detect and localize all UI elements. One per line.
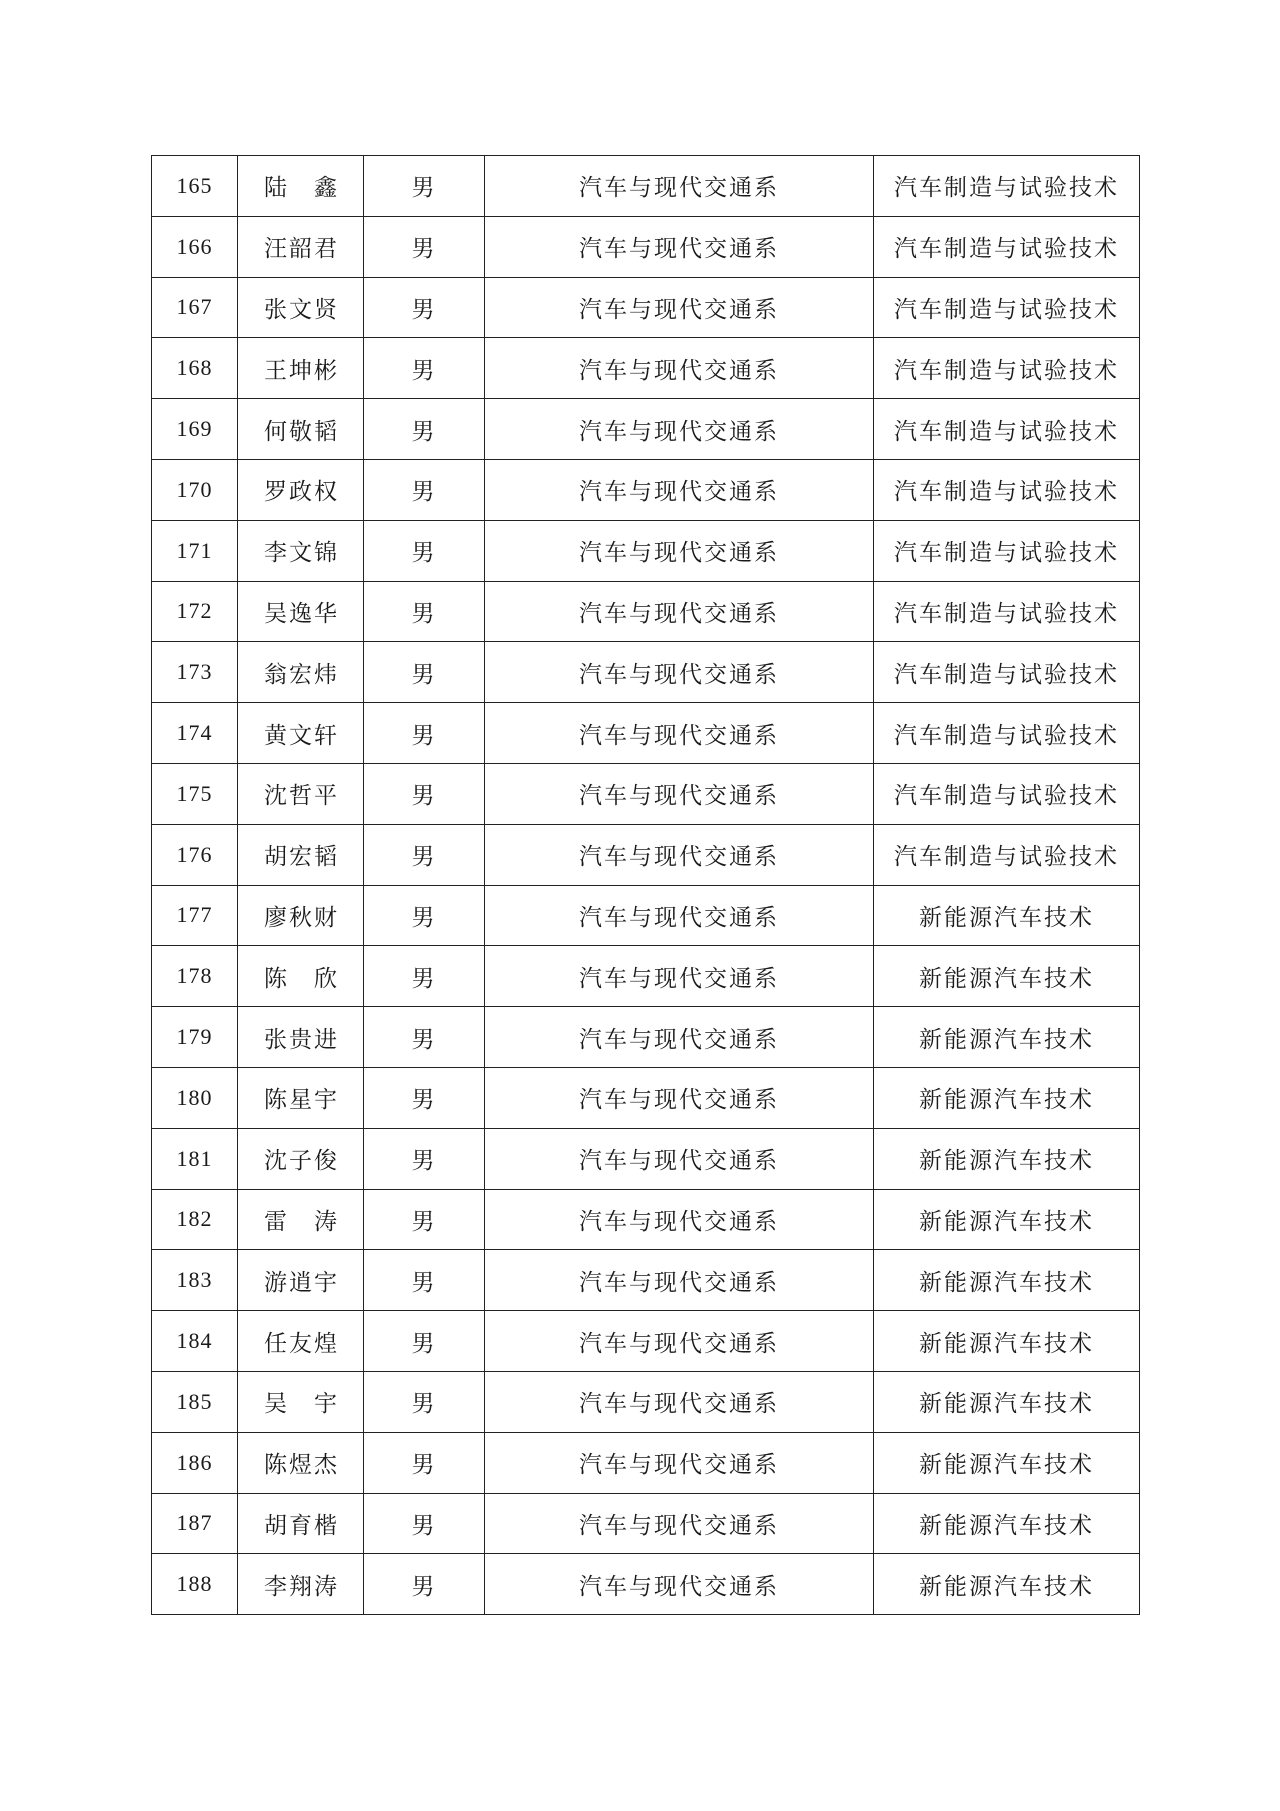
gender-text: 男 (411, 600, 437, 627)
student-name-cell (238, 520, 364, 581)
major-cell (874, 1311, 1140, 1372)
table-row (152, 763, 1140, 824)
table-row (152, 642, 1140, 703)
student-name-text: 何敬韬 (264, 418, 339, 445)
department-text: 汽车与现代交通系 (579, 479, 779, 506)
department-text: 汽车与现代交通系 (579, 296, 779, 323)
major-text: 汽车制造与试验技术 (894, 175, 1119, 202)
gender-cell (364, 1554, 485, 1615)
student-name-text: 游逍宇 (264, 1269, 339, 1296)
table-row (152, 156, 1140, 217)
major-text: 新能源汽车技术 (919, 965, 1094, 992)
department-text: 汽车与现代交通系 (579, 1026, 779, 1053)
gender-text: 男 (411, 661, 437, 688)
table-row (152, 338, 1140, 399)
gender-text: 男 (411, 1087, 437, 1114)
department-text: 汽车与现代交通系 (579, 1452, 779, 1479)
major-cell (874, 581, 1140, 642)
major-cell (874, 459, 1140, 520)
student-name-cell (238, 459, 364, 520)
student-name-text: 胡宏韬 (264, 844, 339, 871)
row-number-cell (152, 520, 238, 581)
row-number-text: 173 (176, 659, 213, 685)
gender-text: 男 (411, 1573, 437, 1600)
table-row (152, 1189, 1140, 1250)
department-cell (485, 824, 874, 885)
department-cell (485, 277, 874, 338)
student-name-cell (238, 885, 364, 946)
department-cell (485, 1371, 874, 1432)
gender-cell (364, 459, 485, 520)
student-name-cell (238, 1067, 364, 1128)
department-cell (485, 642, 874, 703)
gender-text: 男 (411, 1208, 437, 1235)
gender-cell (364, 824, 485, 885)
student-name-text: 汪韶君 (264, 236, 339, 263)
student-name-text: 张文贤 (264, 296, 339, 323)
table-row (152, 1493, 1140, 1554)
student-name-text: 翁宏炜 (264, 661, 339, 688)
row-number-cell (152, 703, 238, 764)
row-number-text: 186 (176, 1449, 213, 1475)
major-cell (874, 1554, 1140, 1615)
table-row (152, 885, 1140, 946)
row-number-cell (152, 216, 238, 277)
student-name-cell (238, 338, 364, 399)
row-number-text: 171 (176, 537, 213, 563)
department-text: 汽车与现代交通系 (579, 357, 779, 384)
major-text: 新能源汽车技术 (919, 1452, 1094, 1479)
row-number-text: 175 (176, 780, 213, 806)
student-name-text: 沈哲平 (264, 783, 339, 810)
major-text: 新能源汽车技术 (919, 1391, 1094, 1418)
student-name-cell (238, 399, 364, 460)
gender-cell (364, 703, 485, 764)
gender-text: 男 (411, 722, 437, 749)
department-text: 汽车与现代交通系 (579, 722, 779, 749)
gender-text: 男 (411, 965, 437, 992)
gender-text: 男 (411, 783, 437, 810)
row-number-cell (152, 1250, 238, 1311)
major-cell (874, 824, 1140, 885)
department-text: 汽车与现代交通系 (579, 661, 779, 688)
department-text: 汽车与现代交通系 (579, 965, 779, 992)
major-cell (874, 156, 1140, 217)
department-text: 汽车与现代交通系 (579, 236, 779, 263)
major-text: 新能源汽车技术 (919, 1269, 1094, 1296)
row-number-text: 184 (176, 1328, 213, 1354)
row-number-text: 170 (176, 476, 213, 502)
student-name-cell (238, 216, 364, 277)
student-name-text: 罗政权 (264, 479, 339, 506)
gender-text: 男 (411, 296, 437, 323)
major-text: 汽车制造与试验技术 (894, 661, 1119, 688)
major-text: 新能源汽车技术 (919, 1512, 1094, 1539)
gender-cell (364, 1189, 485, 1250)
student-name-cell (238, 1493, 364, 1554)
roster-body (152, 156, 1140, 1615)
gender-text: 男 (411, 844, 437, 871)
table-row (152, 581, 1140, 642)
major-text: 汽车制造与试验技术 (894, 296, 1119, 323)
department-text: 汽车与现代交通系 (579, 1512, 779, 1539)
major-cell (874, 520, 1140, 581)
major-text: 新能源汽车技术 (919, 1026, 1094, 1053)
student-name-cell (238, 1007, 364, 1068)
department-text: 汽车与现代交通系 (579, 1330, 779, 1357)
row-number-cell (152, 946, 238, 1007)
department-cell (485, 885, 874, 946)
major-cell (874, 1128, 1140, 1189)
row-number-text: 182 (176, 1206, 213, 1232)
department-text: 汽车与现代交通系 (579, 1573, 779, 1600)
student-name-text: 吴逸华 (264, 600, 339, 627)
major-cell (874, 763, 1140, 824)
gender-text: 男 (411, 1148, 437, 1175)
gender-cell (364, 1067, 485, 1128)
gender-text: 男 (411, 540, 437, 567)
gender-cell (364, 1493, 485, 1554)
department-cell (485, 1250, 874, 1311)
row-number-cell (152, 763, 238, 824)
gender-text: 男 (411, 418, 437, 445)
department-text: 汽车与现代交通系 (579, 540, 779, 567)
row-number-cell (152, 1432, 238, 1493)
student-name-cell (238, 1250, 364, 1311)
department-text: 汽车与现代交通系 (579, 1148, 779, 1175)
row-number-text: 166 (176, 233, 213, 259)
major-cell (874, 216, 1140, 277)
row-number-cell (152, 156, 238, 217)
major-cell (874, 885, 1140, 946)
student-name-cell (238, 1128, 364, 1189)
major-text: 新能源汽车技术 (919, 1087, 1094, 1114)
row-number-cell (152, 1007, 238, 1068)
row-number-cell (152, 1311, 238, 1372)
row-number-text: 176 (176, 841, 213, 867)
row-number-text: 188 (176, 1571, 213, 1597)
student-name-cell (238, 156, 364, 217)
row-number-cell (152, 459, 238, 520)
major-cell (874, 642, 1140, 703)
major-cell (874, 1007, 1140, 1068)
student-name-text: 张贵进 (264, 1026, 339, 1053)
student-name-cell (238, 1371, 364, 1432)
table-row (152, 459, 1140, 520)
department-cell (485, 763, 874, 824)
department-cell (485, 156, 874, 217)
major-text: 新能源汽车技术 (919, 1208, 1094, 1235)
major-cell (874, 703, 1140, 764)
gender-text: 男 (411, 357, 437, 384)
department-cell (485, 459, 874, 520)
gender-text: 男 (411, 1330, 437, 1357)
gender-text: 男 (411, 1269, 437, 1296)
major-text: 新能源汽车技术 (919, 904, 1094, 931)
row-number-cell (152, 338, 238, 399)
department-text: 汽车与现代交通系 (579, 1391, 779, 1418)
row-number-cell (152, 1067, 238, 1128)
gender-cell (364, 581, 485, 642)
student-name-text: 李文锦 (264, 540, 339, 567)
major-text: 汽车制造与试验技术 (894, 844, 1119, 871)
gender-cell (364, 1371, 485, 1432)
student-name-text: 李翔涛 (264, 1573, 339, 1600)
gender-text: 男 (411, 1452, 437, 1479)
major-text: 汽车制造与试验技术 (894, 540, 1119, 567)
gender-cell (364, 1311, 485, 1372)
department-cell (485, 946, 874, 1007)
row-number-cell (152, 642, 238, 703)
gender-cell (364, 946, 485, 1007)
department-cell (485, 1007, 874, 1068)
gender-text: 男 (411, 904, 437, 931)
major-cell (874, 1250, 1140, 1311)
gender-cell (364, 520, 485, 581)
department-cell (485, 216, 874, 277)
row-number-cell (152, 1128, 238, 1189)
department-cell (485, 1311, 874, 1372)
row-number-cell (152, 277, 238, 338)
gender-cell (364, 277, 485, 338)
department-cell (485, 1432, 874, 1493)
student-name-text: 陈 欣 (264, 965, 339, 992)
student-name-cell (238, 581, 364, 642)
row-number-cell (152, 885, 238, 946)
student-name-text: 雷 涛 (264, 1208, 339, 1235)
table-row (152, 1432, 1140, 1493)
gender-text: 男 (411, 236, 437, 263)
student-name-text: 王坤彬 (264, 357, 339, 384)
table-row (152, 1250, 1140, 1311)
table-row (152, 946, 1140, 1007)
student-name-cell (238, 1432, 364, 1493)
row-number-text: 180 (176, 1084, 213, 1110)
table-row (152, 1067, 1140, 1128)
student-name-cell (238, 642, 364, 703)
student-name-cell (238, 703, 364, 764)
major-text: 汽车制造与试验技术 (894, 357, 1119, 384)
major-text: 新能源汽车技术 (919, 1573, 1094, 1600)
row-number-text: 172 (176, 598, 213, 624)
department-text: 汽车与现代交通系 (579, 600, 779, 627)
row-number-cell (152, 399, 238, 460)
gender-cell (364, 1128, 485, 1189)
major-cell (874, 399, 1140, 460)
student-name-cell (238, 1554, 364, 1615)
department-cell (485, 338, 874, 399)
gender-cell (364, 216, 485, 277)
gender-text: 男 (411, 1391, 437, 1418)
student-name-cell (238, 1311, 364, 1372)
department-cell (485, 703, 874, 764)
major-cell (874, 277, 1140, 338)
major-text: 汽车制造与试验技术 (894, 783, 1119, 810)
gender-cell (364, 399, 485, 460)
gender-cell (364, 1432, 485, 1493)
table-row (152, 1007, 1140, 1068)
table-row (152, 277, 1140, 338)
student-name-cell (238, 1189, 364, 1250)
row-number-cell (152, 581, 238, 642)
row-number-text: 177 (176, 902, 213, 928)
gender-text: 男 (411, 1026, 437, 1053)
department-text: 汽车与现代交通系 (579, 418, 779, 445)
row-number-text: 174 (176, 720, 213, 746)
table-row (152, 216, 1140, 277)
student-name-text: 陈星宇 (264, 1087, 339, 1114)
department-text: 汽车与现代交通系 (579, 783, 779, 810)
department-cell (485, 399, 874, 460)
row-number-text: 181 (176, 1145, 213, 1171)
department-cell (485, 1493, 874, 1554)
table-row (152, 1554, 1140, 1615)
department-text: 汽车与现代交通系 (579, 1208, 779, 1235)
major-text: 新能源汽车技术 (919, 1330, 1094, 1357)
row-number-text: 169 (176, 416, 213, 442)
student-name-cell (238, 763, 364, 824)
gender-cell (364, 885, 485, 946)
department-text: 汽车与现代交通系 (579, 904, 779, 931)
student-name-text: 陆 鑫 (264, 175, 339, 202)
major-text: 汽车制造与试验技术 (894, 600, 1119, 627)
department-cell (485, 1067, 874, 1128)
department-cell (485, 520, 874, 581)
department-cell (485, 1128, 874, 1189)
student-name-text: 黄文轩 (264, 722, 339, 749)
row-number-text: 167 (176, 294, 213, 320)
gender-text: 男 (411, 479, 437, 506)
student-name-cell (238, 946, 364, 1007)
table-row (152, 399, 1140, 460)
row-number-text: 165 (176, 172, 213, 198)
gender-cell (364, 763, 485, 824)
row-number-text: 183 (176, 1267, 213, 1293)
gender-cell (364, 1250, 485, 1311)
row-number-text: 168 (176, 355, 213, 381)
row-number-cell (152, 1493, 238, 1554)
table-row (152, 1128, 1140, 1189)
row-number-cell (152, 1371, 238, 1432)
major-cell (874, 946, 1140, 1007)
row-number-text: 178 (176, 963, 213, 989)
row-number-text: 187 (176, 1510, 213, 1536)
department-text: 汽车与现代交通系 (579, 844, 779, 871)
row-number-text: 179 (176, 1024, 213, 1050)
gender-cell (364, 642, 485, 703)
major-text: 汽车制造与试验技术 (894, 418, 1119, 445)
student-name-cell (238, 277, 364, 338)
department-text: 汽车与现代交通系 (579, 1269, 779, 1296)
department-text: 汽车与现代交通系 (579, 175, 779, 202)
major-text: 汽车制造与试验技术 (894, 236, 1119, 263)
row-number-cell (152, 824, 238, 885)
row-number-cell (152, 1189, 238, 1250)
student-name-text: 胡育楷 (264, 1512, 339, 1539)
table-row (152, 520, 1140, 581)
row-number-cell (152, 1554, 238, 1615)
table-row (152, 824, 1140, 885)
major-text: 新能源汽车技术 (919, 1148, 1094, 1175)
major-cell (874, 1493, 1140, 1554)
department-cell (485, 1554, 874, 1615)
major-cell (874, 1432, 1140, 1493)
student-roster-table (151, 155, 1140, 1615)
gender-text: 男 (411, 175, 437, 202)
student-name-text: 任友煌 (264, 1330, 339, 1357)
student-name-text: 吴 宇 (264, 1391, 339, 1418)
table-row (152, 703, 1140, 764)
gender-cell (364, 338, 485, 399)
major-cell (874, 1371, 1140, 1432)
gender-cell (364, 1007, 485, 1068)
gender-text: 男 (411, 1512, 437, 1539)
table-row (152, 1311, 1140, 1372)
student-name-text: 沈子俊 (264, 1148, 339, 1175)
table-row (152, 1371, 1140, 1432)
major-text: 汽车制造与试验技术 (894, 722, 1119, 749)
department-cell (485, 1189, 874, 1250)
major-cell (874, 1189, 1140, 1250)
major-cell (874, 338, 1140, 399)
row-number-text: 185 (176, 1388, 213, 1414)
department-text: 汽车与现代交通系 (579, 1087, 779, 1114)
student-name-text: 廖秋财 (264, 904, 339, 931)
student-name-text: 陈煜杰 (264, 1452, 339, 1479)
department-cell (485, 581, 874, 642)
gender-cell (364, 156, 485, 217)
major-cell (874, 1067, 1140, 1128)
student-name-cell (238, 824, 364, 885)
major-text: 汽车制造与试验技术 (894, 479, 1119, 506)
